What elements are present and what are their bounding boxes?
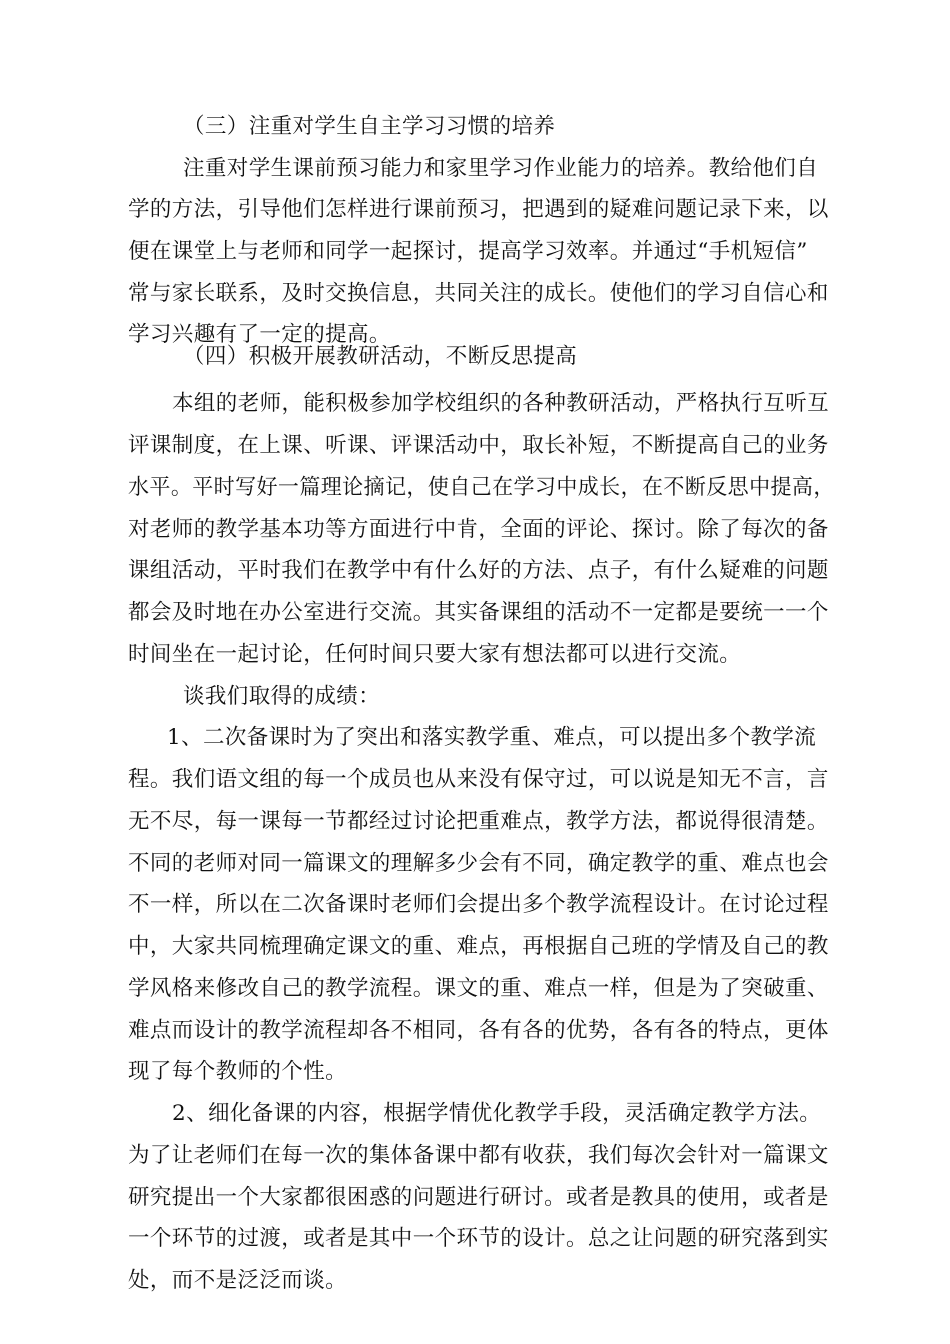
paragraph-line: 一个环节的过渡，或者是其中一个环节的设计。总之让问题的研究落到实 [128, 1226, 829, 1251]
paragraph-line: 1、二次备课时为了突出和落实教学重、难点，可以提出多个教学流 [167, 725, 817, 750]
section-heading-4: （四）积极开展教研活动，不断反思提高 [183, 344, 578, 369]
paragraph-line: 不同的老师对同一篇课文的理解多少会有不同，确定教学的重、难点也会 [128, 851, 829, 876]
paragraph-line: 学习兴趣有了一定的提高。 [128, 322, 391, 347]
paragraph-line: 处，而不是泛泛而谈。 [128, 1268, 348, 1293]
paragraph-line: 课组活动，平时我们在教学中有什么好的方法、点子，有什么疑难的问题 [128, 558, 829, 583]
paragraph-line: 学风格来修改自己的教学流程。课文的重、难点一样，但是为了突破重、 [128, 976, 829, 1001]
paragraph-line: 对老师的教学基本功等方面进行中肯，全面的评论、探讨。除了每次的备 [128, 517, 829, 542]
paragraph-line: 现了每个教师的个性。 [128, 1059, 348, 1084]
paragraph-line: 研究提出一个大家都很困惑的问题进行研讨。或者是教具的使用，或者是 [128, 1185, 829, 1210]
section-heading-3: （三）注重对学生自主学习习惯的培养 [183, 114, 556, 139]
paragraph-line: 评课制度，在上课、听课、评课活动中，取长补短，不断提高自己的业务 [128, 433, 829, 458]
paragraph-line: 中，大家共同梳理确定课文的重、难点，再根据自己班的学情及自己的教 [128, 934, 829, 959]
paragraph-line: 注重对学生课前预习能力和家里学习作业能力的培养。教给他们自 [183, 156, 819, 181]
paragraph-line: 学的方法，引导他们怎样进行课前预习，把遇到的疑难问题记录下来，以 [128, 197, 829, 222]
paragraph-line: 2、细化备课的内容，根据学情优化教学手段，灵活确定教学方法。 [172, 1101, 822, 1126]
paragraph-line: 为了让老师们在每一次的集体备课中都有收获，我们每次会针对一篇课文 [128, 1143, 829, 1168]
paragraph-line: 便在课堂上与老师和同学一起探讨，提高学习效率。并通过“手机短信” [128, 239, 808, 264]
paragraph-line: 都会及时地在办公室进行交流。其实备课组的活动不一定都是要统一一个 [128, 600, 829, 625]
paragraph-line: 本组的老师，能积极参加学校组织的各种教研活动，严格执行互听互 [172, 391, 830, 416]
section-heading-results: 谈我们取得的成绩： [183, 684, 381, 709]
paragraph-line: 无不尽，每一课每一节都经过讨论把重难点，教学方法，都说得很清楚。 [128, 809, 829, 834]
paragraph-line: 水平。平时写好一篇理论摘记，使自己在学习中成长，在不断反思中提高， [128, 475, 835, 500]
paragraph-line: 时间坐在一起讨论，任何时间只要大家有想法都可以进行交流。 [128, 642, 742, 667]
paragraph-line: 难点而设计的教学流程却各不相同，各有各的优势，各有各的特点，更体 [128, 1018, 829, 1043]
paragraph-line: 不一样，所以在二次备课时老师们会提出多个教学流程设计。在讨论过程 [128, 892, 829, 917]
paragraph-line: 程。我们语文组的每一个成员也从来没有保守过，可以说是知无不言，言 [128, 767, 829, 792]
paragraph-line: 常与家长联系，及时交换信息，共同关注的成长。使他们的学习自信心和 [128, 281, 829, 306]
